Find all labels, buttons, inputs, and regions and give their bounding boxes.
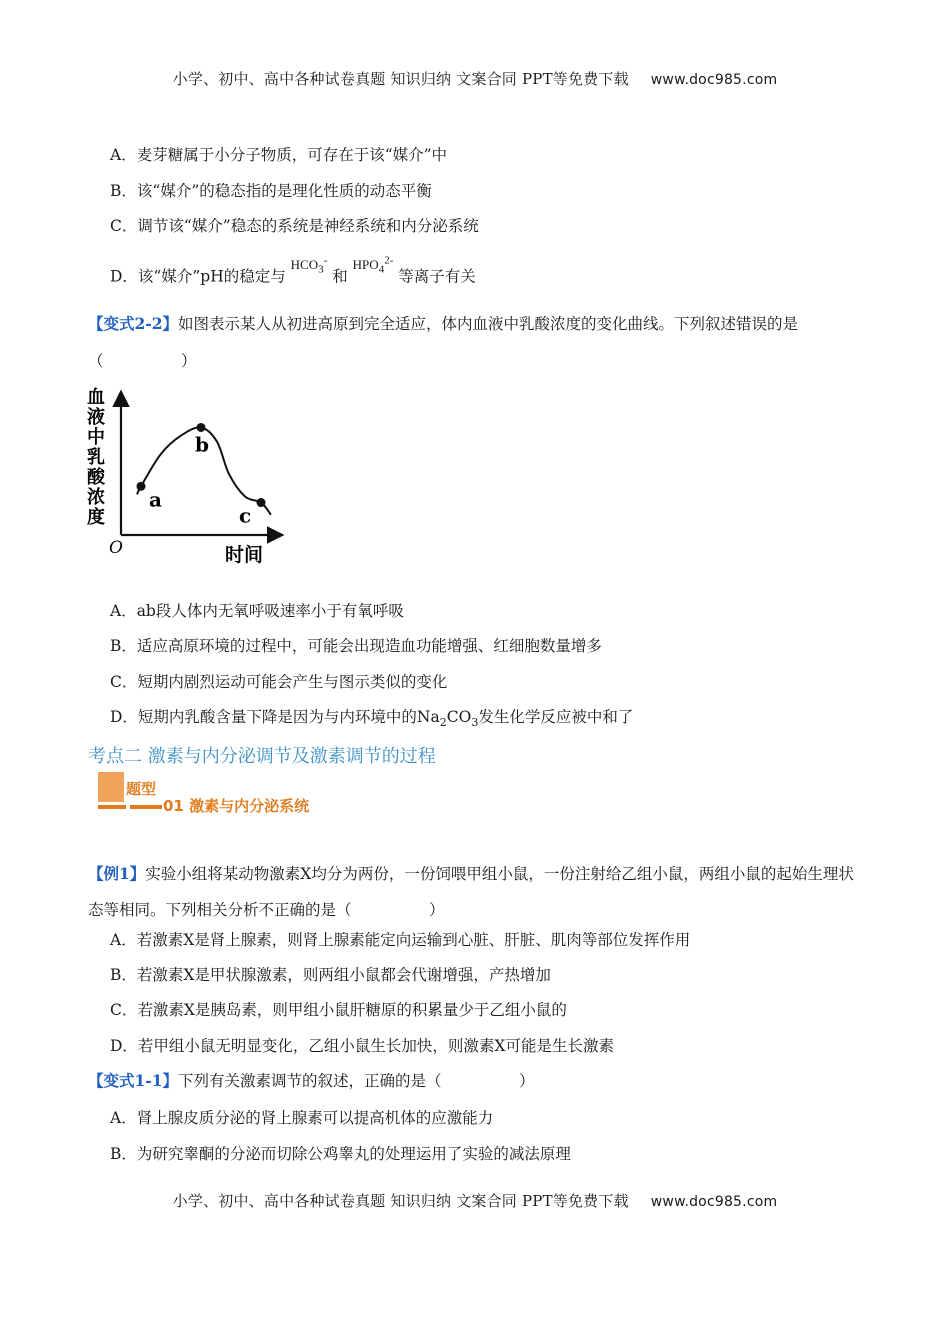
option-d-suffix: 等离子有关 [398,267,476,286]
question-text: 实验小组将某动物激素X均分为两份，一份饲喂甲组小鼠，一份注射给乙组小鼠，两组小鼠的起始生理状态等相同。下列相关分析不正确的是（ ） [88,865,854,919]
question-tag: 【变式1-1】 [88,1071,179,1090]
option-d-prefix: D．该“媒介”pH的稳定与 [110,267,286,286]
footer-text: 小学、初中、高中各种试卷真题 知识归纳 文案合同 PPT等免费下载 [172,1192,629,1210]
option-c: C．短期内剧烈运动可能会产生与图示类似的变化 [110,673,448,691]
option-d-suffix: 发生化学反应被中和了 [478,708,634,726]
point-b [197,423,206,432]
option-a: A．麦芽糖属于小分子物质，可存在于该“媒介”中 [110,146,448,164]
y-axis-label-char: 血 [87,387,105,408]
question-tag: 【例1】 [88,864,146,883]
ion-hco3: HCO3- [290,255,328,276]
option-d-prefix: D．短期内乳酸含量下降是因为与内环境中的Na [110,708,440,726]
header-site: www.doc985.com [650,72,778,88]
option-d: D．若甲组小鼠无明显变化，乙组小鼠生长加快，则激素X可能是生长激素 [110,1037,614,1055]
answer-blank: （ ） [88,352,197,370]
point-a [137,482,146,491]
page-header [0,68,950,89]
type-caption: 01 激素与内分泌系统 [163,797,310,815]
page-footer [0,1190,950,1211]
question-1-1-stem [88,1070,868,1092]
point-label-b: b [195,432,209,457]
y-axis-label-char: 乳 [87,447,105,468]
option-a: A．若激素X是肾上腺素，则肾上腺素能定向运输到心脏、肝脏、肌肉等部位发挥作用 [110,931,691,949]
sub-3: 3 [471,716,479,730]
option-d [110,706,633,734]
header-text: 小学、初中、高中各种试卷真题 知识归纳 文案合同 PPT等免费下载 [172,70,629,88]
option-b: B．为研究睾酮的分泌而切除公鸡睾丸的处理运用了实验的减法原理 [110,1145,571,1163]
type-badge [98,772,168,812]
type-badge-square [98,772,124,802]
question-2-2-stem [88,313,868,335]
point-label-c: c [239,503,252,528]
origin-label: O [109,538,123,558]
y-axis-label [87,387,106,528]
x-axis-label: 时间 [225,544,264,566]
option-d-and: 和 [332,267,348,286]
y-axis-label-char: 浓 [87,487,105,508]
type-badge-bar [98,805,126,809]
option-a: A．肾上腺皮质分泌的肾上腺素可以提高机体的应激能力 [110,1109,494,1127]
footer-site: www.doc985.com [650,1194,778,1210]
y-axis-label-char: 度 [87,507,105,528]
option-b: B．该“媒介”的稳态指的是理化性质的动态平衡 [110,182,432,200]
ion-hpo4: HPO42- [352,255,394,276]
question-text: 如图表示某人从初进高原到完全适应，体内血液中乳酸浓度的变化曲线。下列叙述错误的是 [178,315,799,333]
point-label-a: a [149,487,162,512]
y-axis-label-char: 中 [87,427,105,448]
section-title: 考点二 激素与内分泌调节及激素调节的过程 [88,746,436,767]
sub-2: 2 [439,716,447,730]
option-b: B．若激素X是甲状腺激素，则两组小鼠都会代谢增强，产热增加 [110,966,551,984]
option-d [110,255,476,293]
example-1-stem [88,856,868,928]
option-b: B．适应高原环境的过程中，可能会出现造血功能增强、红细胞数量增多 [110,637,602,655]
type-badge-label: 题型 [126,780,157,798]
type-badge-bar [130,805,162,809]
option-c: C．调节该“媒介”稳态的系统是神经系统和内分泌系统 [110,217,479,235]
question-text: 下列有关激素调节的叙述，正确的是（ ） [178,1072,535,1090]
option-d-mid: CO [446,708,472,726]
question-tag: 【变式2-2】 [88,314,179,333]
lactate-chart [85,385,285,570]
y-axis-label-char: 液 [87,407,105,428]
option-a: A．ab段人体内无氧呼吸速率小于有氧呼吸 [110,602,404,620]
option-c: C．若激素X是胰岛素，则甲组小鼠肝糖原的积累量少于乙组小鼠的 [110,1001,567,1019]
y-axis-label-char: 酸 [87,467,105,488]
point-c [257,498,266,507]
